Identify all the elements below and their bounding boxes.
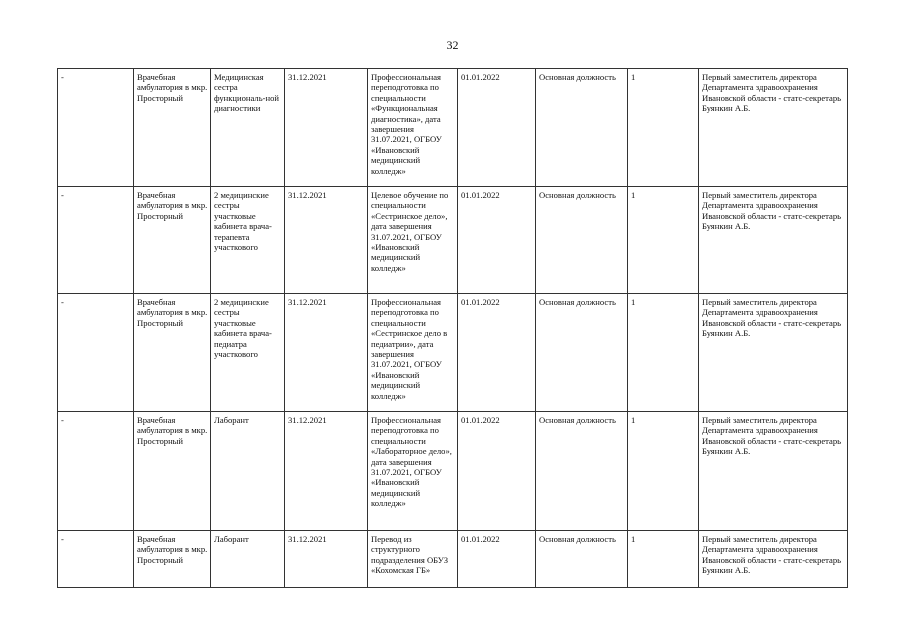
responsible-cell: Первый заместитель директора Департамента здравоохранения Ивановской области - статс-секретарь Буянкин А.Б.: [699, 294, 848, 412]
position-kind-cell: Основная должность: [536, 412, 628, 531]
start-date-cell: 01.01.2022: [458, 187, 536, 294]
row-number-cell: -: [58, 187, 134, 294]
deadline-cell: 31.12.2021: [285, 412, 368, 531]
measure-cell: Профессиональная переподготовка по специальности «Функциональная диагностика», дата завершения 31.07.2021, ОГБОУ «Ивановский медицинский колледж»: [368, 69, 458, 187]
position-kind-cell: Основная должность: [536, 69, 628, 187]
rate-cell: 1: [628, 412, 699, 531]
measure-cell: Профессиональная переподготовка по специальности «Лабораторное дело», дата завершения 31.07.2021, ОГБОУ «Ивановский медицинский колледж»: [368, 412, 458, 531]
start-date-cell: 01.01.2022: [458, 412, 536, 531]
position-kind-cell: Основная должность: [536, 187, 628, 294]
table-row: [58, 69, 848, 187]
measure-cell: Профессиональная переподготовка по специальности «Сестринское дело в педиатрии», дата завершения 31.07.2021, ОГБОУ «Ивановский медицинский колледж»: [368, 294, 458, 412]
staffing-table: [57, 68, 848, 588]
rate-cell: 1: [628, 531, 699, 588]
start-date-cell: 01.01.2022: [458, 294, 536, 412]
position-kind-cell: Основная должность: [536, 294, 628, 412]
start-date-cell: 01.01.2022: [458, 69, 536, 187]
position-cell: Лаборант: [211, 412, 285, 531]
deadline-cell: 31.12.2021: [285, 187, 368, 294]
rate-cell: 1: [628, 187, 699, 294]
table-row: [58, 412, 848, 531]
unit-cell: Врачебная амбулатория в мкр. Просторный: [134, 412, 211, 531]
table-row: [58, 294, 848, 412]
deadline-cell: 31.12.2021: [285, 69, 368, 187]
page-number: 32: [446, 38, 459, 52]
unit-cell: Врачебная амбулатория в мкр. Просторный: [134, 531, 211, 588]
position-cell: Лаборант: [211, 531, 285, 588]
deadline-cell: 31.12.2021: [285, 294, 368, 412]
responsible-cell: Первый заместитель директора Департамента здравоохранения Ивановской области - статс-секретарь Буянкин А.Б.: [699, 412, 848, 531]
position-kind-cell: Основная должность: [536, 531, 628, 588]
position-cell: 2 медицинские сестры участковые кабинета врача-терапевта участкового: [211, 187, 285, 294]
rate-cell: 1: [628, 69, 699, 187]
row-number-cell: -: [58, 294, 134, 412]
row-number-cell: -: [58, 69, 134, 187]
table-row: [58, 531, 848, 588]
measure-cell: Перевод из структурного подразделения ОБУЗ «Кохомская ГБ»: [368, 531, 458, 588]
responsible-cell: Первый заместитель директора Департамента здравоохранения Ивановской области - статс-секретарь Буянкин А.Б.: [699, 187, 848, 294]
rate-cell: 1: [628, 294, 699, 412]
unit-cell: Врачебная амбулатория в мкр. Просторный: [134, 294, 211, 412]
responsible-cell: Первый заместитель директора Департамента здравоохранения Ивановской области - статс-секретарь Буянкин А.Б.: [699, 531, 848, 588]
unit-cell: Врачебная амбулатория в мкр. Просторный: [134, 187, 211, 294]
unit-cell: Врачебная амбулатория в мкр. Просторный: [134, 69, 211, 187]
measure-cell: Целевое обучение по специальности «Сестринское дело», дата завершения 31.07.2021, ОГБОУ «Ивановский медицинский колледж»: [368, 187, 458, 294]
position-cell: Медицинская сестра функциональ-ной диагностики: [211, 69, 285, 187]
responsible-cell: Первый заместитель директора Департамента здравоохранения Ивановской области - статс-секретарь Буянкин А.Б.: [699, 69, 848, 187]
deadline-cell: 31.12.2021: [285, 531, 368, 588]
table-row: [58, 187, 848, 294]
row-number-cell: -: [58, 412, 134, 531]
position-cell: 2 медицинские сестры участковые кабинета врача-педиатра участкового: [211, 294, 285, 412]
row-number-cell: -: [58, 531, 134, 588]
start-date-cell: 01.01.2022: [458, 531, 536, 588]
